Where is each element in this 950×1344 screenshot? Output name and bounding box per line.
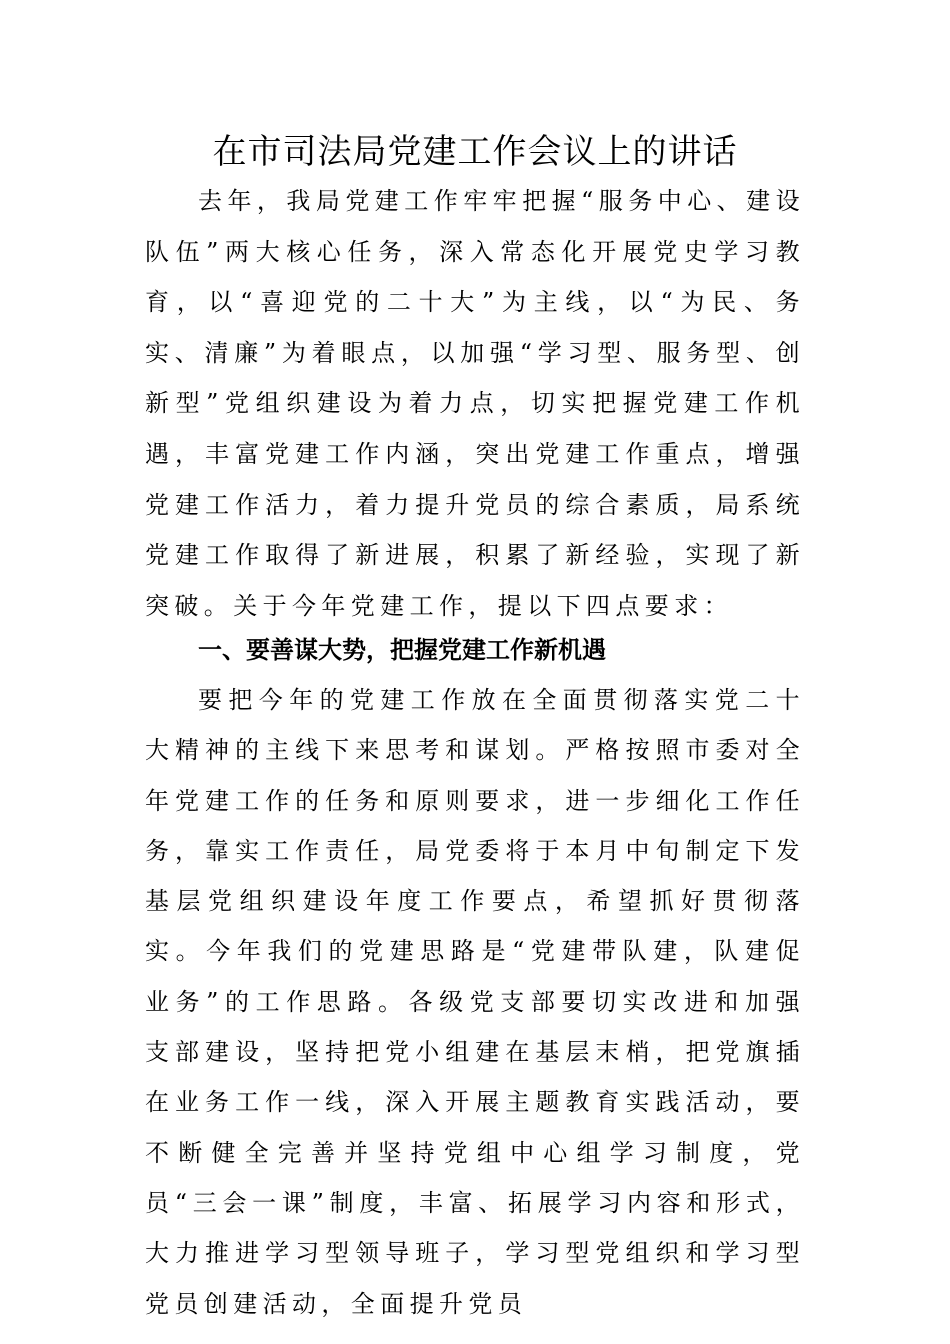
intro-paragraph: 去年，我局党建工作牢牢把握“服务中心、建设队伍”两大核心任务，深入常态化开展党史学习教育，以“喜迎党的二十大”为主线，以“为民、务实、清廉”为着眼点，以加强“学习型、服务型、创新型”党组织建设为着力点，切实把握党建工作机遇，丰富党建工作内涵，突出党建工作重点，增强党建工作活力，着力提升党员的综合素质，局系统党建工作取得了新进展，积累了新经验，实现了新突破。关于今年党建工作，提以下四点要求： — [145, 187, 805, 620]
section-heading-1: 一、要善谋大势，把握党建工作新机遇 — [198, 636, 606, 664]
section-1-paragraph: 要把今年的党建工作放在全面贯彻落实党二十大精神的主线下来思考和谋划。严格按照市委对全年党建工作的任务和原则要求，进一步细化工作任务，靠实工作责任，局党委将于本月中旬制定下发基层党组织建设年度工作要点，希望抓好贯彻落实。今年我们的党建思路是“党建带队建，队建促业务”的工作思路。各级党支部要切实改进和加强支部建设，坚持把党小组建在基层末梢，把党旗插在业务工作一线，深入开展主题教育实践活动，要不断健全完善并坚持党组中心组学习制度，党员“三会一课”制度，丰富、拓展学习内容和形式，大力推进学习型领导班子，学习型党组织和学习型党员创建活动，全面提升党员 — [145, 686, 805, 1318]
document-title: 在市司法局党建工作会议上的讲话 — [212, 132, 738, 172]
